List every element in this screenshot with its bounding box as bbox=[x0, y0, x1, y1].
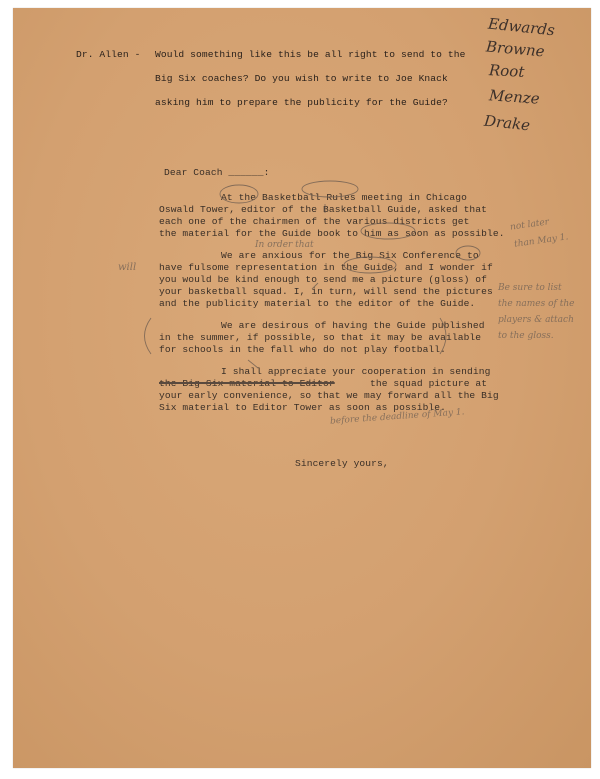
margin-name: Edwards bbox=[487, 14, 556, 40]
paragraph-4-line: I shall appreciate your cooperation in sending bbox=[221, 366, 491, 377]
margin-name: Drake bbox=[483, 111, 531, 135]
paragraph-1-line: the material for the Guide book to him as soon as possible. bbox=[159, 228, 505, 239]
letter-salutation: Dear Coach ______: bbox=[164, 167, 270, 178]
paragraph-1-line: At the Basketball Rules meeting in Chicago bbox=[221, 192, 468, 203]
margin-name: Menze bbox=[488, 86, 541, 108]
paragraph-4-line: your early convenience, so that we may forward all the Big bbox=[159, 390, 499, 401]
annotation-will: will bbox=[118, 262, 137, 273]
memo-line: Big Six coaches? Do you wish to write to Joe Knack bbox=[155, 73, 448, 84]
annotation-margin-right-1: than May 1. bbox=[513, 232, 569, 250]
margin-name: Root bbox=[488, 61, 525, 81]
annotation-before-deadline: before the deadline of May 1. bbox=[329, 407, 465, 427]
paragraph-3-line: for schools in the fall who do not play football. bbox=[159, 344, 447, 355]
paragraph-2-line: your basketball squad. I, in turn, will send the pictures bbox=[159, 286, 493, 297]
paragraph-4-line: Six material to Editor Tower as soon as possible. bbox=[159, 402, 447, 413]
letter-closing: Sincerely yours, bbox=[295, 458, 389, 469]
paragraph-1-line: Oswald Tower, editor of the Basketball Guide, asked that bbox=[159, 204, 488, 215]
annotation-margin-right-2: Be sure to list bbox=[498, 283, 562, 293]
paragraph-3-line: We are desirous of having the Guide published bbox=[221, 320, 485, 331]
annotation-margin-right-2: players & attach bbox=[498, 315, 574, 325]
struck-text: the Big Six material to Editor bbox=[159, 378, 335, 389]
margin-name: Browne bbox=[485, 37, 546, 61]
paragraph-3-line: in the summer, if possible, so that it may be available bbox=[159, 332, 482, 343]
memo-line: Would something like this be all right to send to the bbox=[155, 49, 466, 60]
annotation-margin-right-2: the names of the bbox=[498, 299, 575, 309]
paragraph-1-line: each one of the chairmen of the various districts get bbox=[159, 216, 470, 227]
annotation-margin-right-2: to the gloss. bbox=[498, 331, 554, 341]
memo-addressee: Dr. Allen - bbox=[76, 49, 141, 60]
memo-line: asking him to prepare the publicity for the Guide? bbox=[155, 97, 448, 108]
paragraph-2-line: We are anxious for the Big Six Conference to bbox=[221, 250, 479, 261]
annotation-margin-right-1: not later bbox=[509, 217, 550, 233]
paragraph-4-line: the squad picture at bbox=[370, 378, 488, 389]
paragraph-2-line: you would be kind enough to send me a picture (gloss) of bbox=[159, 274, 488, 285]
paragraph-2-line: and the publicity material to the editor of the Guide. bbox=[159, 298, 476, 309]
paragraph-2-line: have fulsome representation in the Guide, and I wonder if bbox=[159, 262, 493, 273]
annotation-in-order-that: In order that bbox=[255, 240, 314, 250]
